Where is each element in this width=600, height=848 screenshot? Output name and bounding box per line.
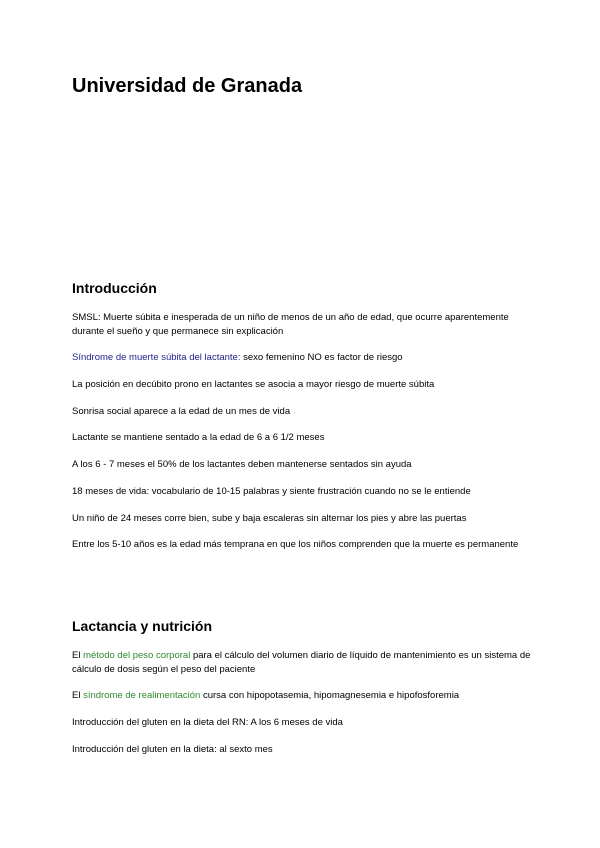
paragraph-6-7-meses xyxy=(72,458,532,472)
paragraph-5-10-anos xyxy=(72,538,532,552)
paragraph-sindrome-realimentacion xyxy=(72,689,532,703)
paragraph-text: Introducción del gluten en la dieta del RN: A los 6 meses de vida xyxy=(72,717,343,728)
link-sindrome-realimentacion[interactable]: síndrome de realimentación xyxy=(83,690,201,701)
paragraph-text: Entre los 5-10 años es la edad más temprana en que los niños comprenden que la muerte es permanente xyxy=(72,539,519,550)
paragraph-text: Introducción del gluten en la dieta: al sexto mes xyxy=(72,744,273,755)
paragraph-prefix: El xyxy=(72,690,84,701)
paragraph-18-meses xyxy=(72,485,532,499)
paragraph-text: sexo femenino NO es factor de riesgo xyxy=(240,352,403,363)
paragraph-24-meses xyxy=(72,512,532,526)
link-metodo-peso-corporal[interactable]: método del peso corporal xyxy=(83,650,191,661)
paragraph-text: Sonrisa social aparece a la edad de un mes de vida xyxy=(72,406,291,417)
section-heading-lactancia-nutricion: Lactancia y nutrición xyxy=(72,618,213,634)
paragraph-metodo-peso-corporal xyxy=(72,649,532,676)
paragraph-lactante-sentado xyxy=(72,431,532,445)
paragraph-text: A los 6 - 7 meses el 50% de los lactantes deben mantenerse sentados sin ayuda xyxy=(72,459,412,470)
paragraph-smsl-definition xyxy=(72,311,532,338)
paragraph-text: 18 meses de vida: vocabulario de 10-15 palabras y siente frustración cuando no se le entiende xyxy=(72,486,471,497)
paragraph-text: SMSL: Muerte súbita e inesperada de un niño de menos de un año de edad, que ocurre aparentemente durante el sueño y que permanece sin explicación xyxy=(72,312,509,337)
section-heading-introduccion: Introducción xyxy=(72,280,157,296)
link-sindrome-muerte-subita[interactable]: Síndrome de muerte súbita del lactante: xyxy=(72,352,241,363)
document-title: Universidad de Granada xyxy=(72,75,303,97)
paragraph-prefix: El xyxy=(72,650,84,661)
paragraph-gluten-rn xyxy=(72,716,532,730)
paragraph-text: cursa con hipopotasemia, hipomagnesemia e hipofosforemia xyxy=(200,690,460,701)
paragraph-smsl-risk xyxy=(72,351,532,365)
paragraph-decubito-prono xyxy=(72,378,532,392)
paragraph-sonrisa-social xyxy=(72,405,532,419)
paragraph-text: Un niño de 24 meses corre bien, sube y baja escaleras sin alternar los pies y abre las puertas xyxy=(72,513,467,524)
paragraph-gluten-sexto-mes xyxy=(72,743,532,757)
paragraph-text: La posición en decúbito prono en lactantes se asocia a mayor riesgo de muerte súbita xyxy=(72,379,435,390)
paragraph-text: Lactante se mantiene sentado a la edad de 6 a 6 1/2 meses xyxy=(72,432,325,443)
paragraph-text: para el cálculo del volumen diario de líquido de mantenimiento es un sistema de cálculo de dosis según el peso del paciente xyxy=(72,650,531,675)
